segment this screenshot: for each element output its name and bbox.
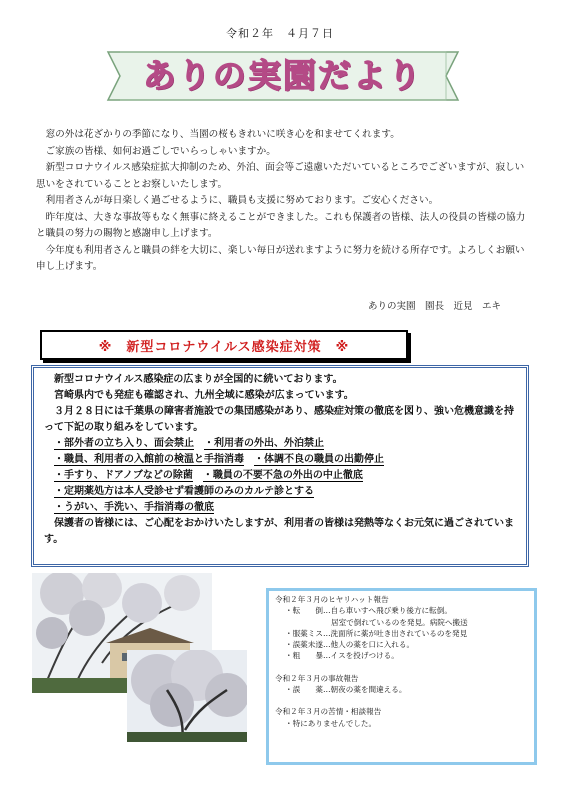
notice-paragraph: ３月２８日には千葉県の障害者施設での集団感染があり、感染症対策の徹底を図り、強い危機意識を持って下記の取り組みをしています。 [44,406,514,433]
incident-report [275,594,527,729]
measure-item [44,436,516,452]
intro-paragraph: 昨年度は、大きな事故等もなく無事に終えることができました。これも保護者の皆様、法人の役員の皆様の協力と職員の努力の賜物と感謝申し上げます。 [36,211,526,239]
signature: ありの実園 園長 近見 エキ [368,301,502,312]
section-heading-box [40,330,408,360]
report-item: ・粗 暴…イスを投げつける。 [285,651,399,661]
report-heading: 令和２年３月のヒヤリハット報告 [275,595,389,604]
measure-text: ・職員、利用者の入館前の検温と手指消毒 [54,454,244,465]
report-heading: 令和２年３月の苦情・相談報告 [275,707,382,717]
measure-text: ・手すり、ドアノブなどの除菌 [54,470,193,481]
report-item: 居室で倒れているのを発見。病院へ搬送 [331,617,468,627]
report-item: ・転 倒…自ら車いすへ飛び乗り後方に転倒。 [285,606,452,616]
intro-text [36,127,531,276]
cherry-tree-photo [127,650,247,742]
newsletter-title: ありの実園だより [143,55,423,95]
notice-paragraph: 保護者の皆様には、ご心配をおかけいたしますが、利用者の皆様は発熱等なくお元気に過ごされています。 [44,518,514,545]
measure-text: ・職員の不要不急の外出の中止徹底 [202,470,363,481]
report-heading: 令和２年３月の事故報告 [275,673,359,683]
measure-text: ・利用者の外出、外泊禁止 [204,438,324,449]
intro-paragraph: ご家族の皆様、如何お過ごしでいらっしゃいますか。 [45,145,276,157]
notice-text [44,372,516,548]
section-heading: ※ 新型コロナウイルス感染症対策 ※ [98,339,350,355]
measure-item [44,484,516,500]
issue-date: 令和２年 ４月７日 [226,27,334,40]
report-item: ・特にありませんでした。 [285,718,377,728]
intro-paragraph: 窓の外は花ざかりの季節になり、当園の桜もきれいに咲き心を和ませてくれます。 [45,129,400,140]
measure-text: ・部外者の立ち入り、面会禁止 [54,438,194,449]
report-item: ・誤 薬…朝夜の薬を間違える。 [285,685,407,695]
intro-paragraph: 新型コロナウイルス感染症拡大抑制のため、外泊、面会等ご遠慮いただいているところでございますが、寂しい思いをされていることとお察しいたします。 [36,162,525,190]
measure-text: ・うがい、手洗い、手指消毒の徹底 [54,502,214,513]
report-item: ・誤薬未遂…他人の薬を口に入れる。 [285,640,415,650]
intro-paragraph: 今年度も利用者さんと職員の絆を大切に、楽しい毎日が送れますように努力を続ける所存です。よろしくお願い申し上げます。 [36,244,525,272]
report-item: ・服薬ミス…洗面所に薬が吐き出されているのを発見 [285,628,468,638]
notice-paragraph: 宮崎県内でも発症も確認され、九州全域に感染が広まっています。 [54,390,354,401]
measure-item [44,500,516,516]
intro-paragraph: 利用者さんが毎日楽しく過ごせるように、職員も支援に努めております。ご安心ください。 [45,195,439,206]
measure-text: ・体調不良の職員の出勤停止 [254,454,384,465]
measure-text: ・定期薬処方は本人受診せず看護師のみのカルテ診とする [54,486,314,497]
notice-paragraph: 新型コロナウイルス感染症の広まりが全国的に続いております。 [54,374,343,385]
measure-item [44,452,516,468]
measure-item [44,468,516,484]
